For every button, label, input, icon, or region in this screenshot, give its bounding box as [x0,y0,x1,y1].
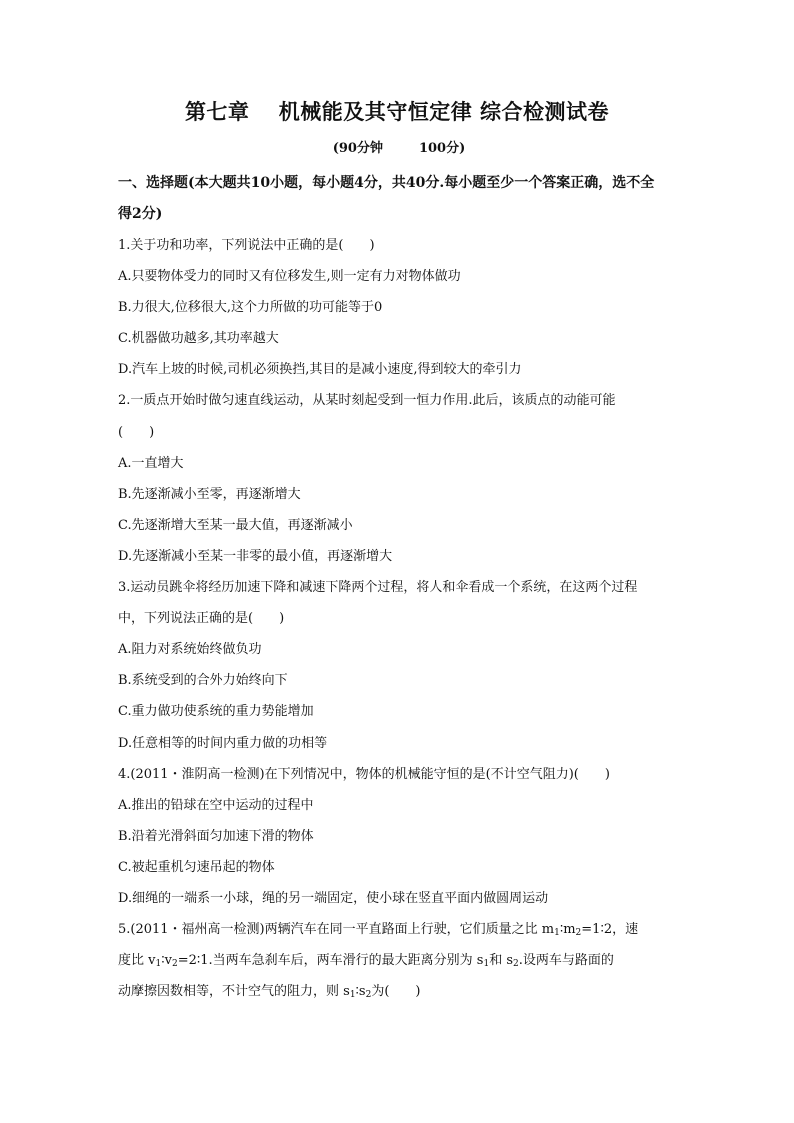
page-title: 第七章 机械能及其守恒定律 综合检测试卷 [184,99,610,124]
option-c: C.重力做功使系统的重力势能增加 [118,704,314,720]
question-3 [118,572,708,759]
exam-body [118,168,708,1007]
question-stem-cont: 中，下列说法正确的是( ) [118,611,285,627]
question-stem-cont: ( ) [118,424,155,440]
option-b: B.先逐渐减小至零，再逐渐增大 [118,486,301,502]
section-heading-cont: 得2分) [118,206,163,222]
option-d: D.先逐渐减小至某一非零的最小值，再逐渐增大 [118,548,393,564]
option-a: A.推出的铅球在空中运动的过程中 [118,797,314,813]
option-d: D.细绳的一端系一小球，绳的另一端固定，使小球在竖直平面内做圆周运动 [118,890,549,906]
exam-info [0,137,794,156]
option-a: A.只要物体受力的同时又有位移发生,则一定有力对物体做功 [118,269,461,285]
option-c: C.机器做功越多,其功率越大 [118,331,279,347]
option-b: B.沿着光滑斜面匀加速下滑的物体 [118,828,314,844]
question-5 [118,914,708,1007]
question-4 [118,759,708,914]
exam-time: (90分钟 [332,141,383,156]
question-stem-cont: 度比 $v_1∶v_2=2∶1$.当两车急刹车后，两车滑行的最大距离分别为 $s_1$和 $s_2$.设两车与路面的 [118,953,614,970]
option-b: B.力很大,位移很大,这个力所做的功可能等于0 [118,300,383,316]
option-c: C.先逐渐增大至某一最大值，再逐渐减小 [118,517,353,533]
question-stem: 2.一质点开始时做匀速直线运动，从某时刻起受到一恒力作用.此后，该质点的动能可能 [118,393,616,409]
question-1 [118,230,708,385]
option-a: A.一直增大 [118,455,184,471]
question-stem: 5.(2011・福州高一检测)两辆汽车在同一平直路面上行驶，它们质量之比 $m_1∶m_2=1∶2$，速 [118,922,639,939]
option-b: B.系统受到的合外力始终向下 [118,673,288,689]
question-stem: 1.关于功和功率，下列说法中正确的是( ) [118,238,375,253]
option-a: A.阻力对系统始终做负功 [118,642,262,658]
question-stem: 3.运动员跳伞将经历加速下降和减速下降两个过程，将人和伞看成一个系统，在这两个过程 [118,580,638,596]
option-d: D.任意相等的时间内重力做的功相等 [118,735,328,751]
exam-score: 100分) [418,141,466,156]
question-stem: 4.(2011・淮阴高一检测)在下列情况中，物体的机械能守恒的是(不计空气阻力)( ) [118,766,610,782]
question-2 [118,385,708,572]
question-stem-cont: 动摩擦因数相等，不计空气的阻力，则 $s_1∶s_2$为( ) [118,984,421,1001]
option-c: C.被起重机匀速吊起的物体 [118,859,275,875]
section-heading: 一、选择题(本大题共10小题，每小题4分，共40分.每小题至少一个答案正确，选不全 [118,175,655,191]
option-d: D.汽车上坡的时候,司机必须换挡,其目的是减小速度,得到较大的牵引力 [118,362,522,378]
